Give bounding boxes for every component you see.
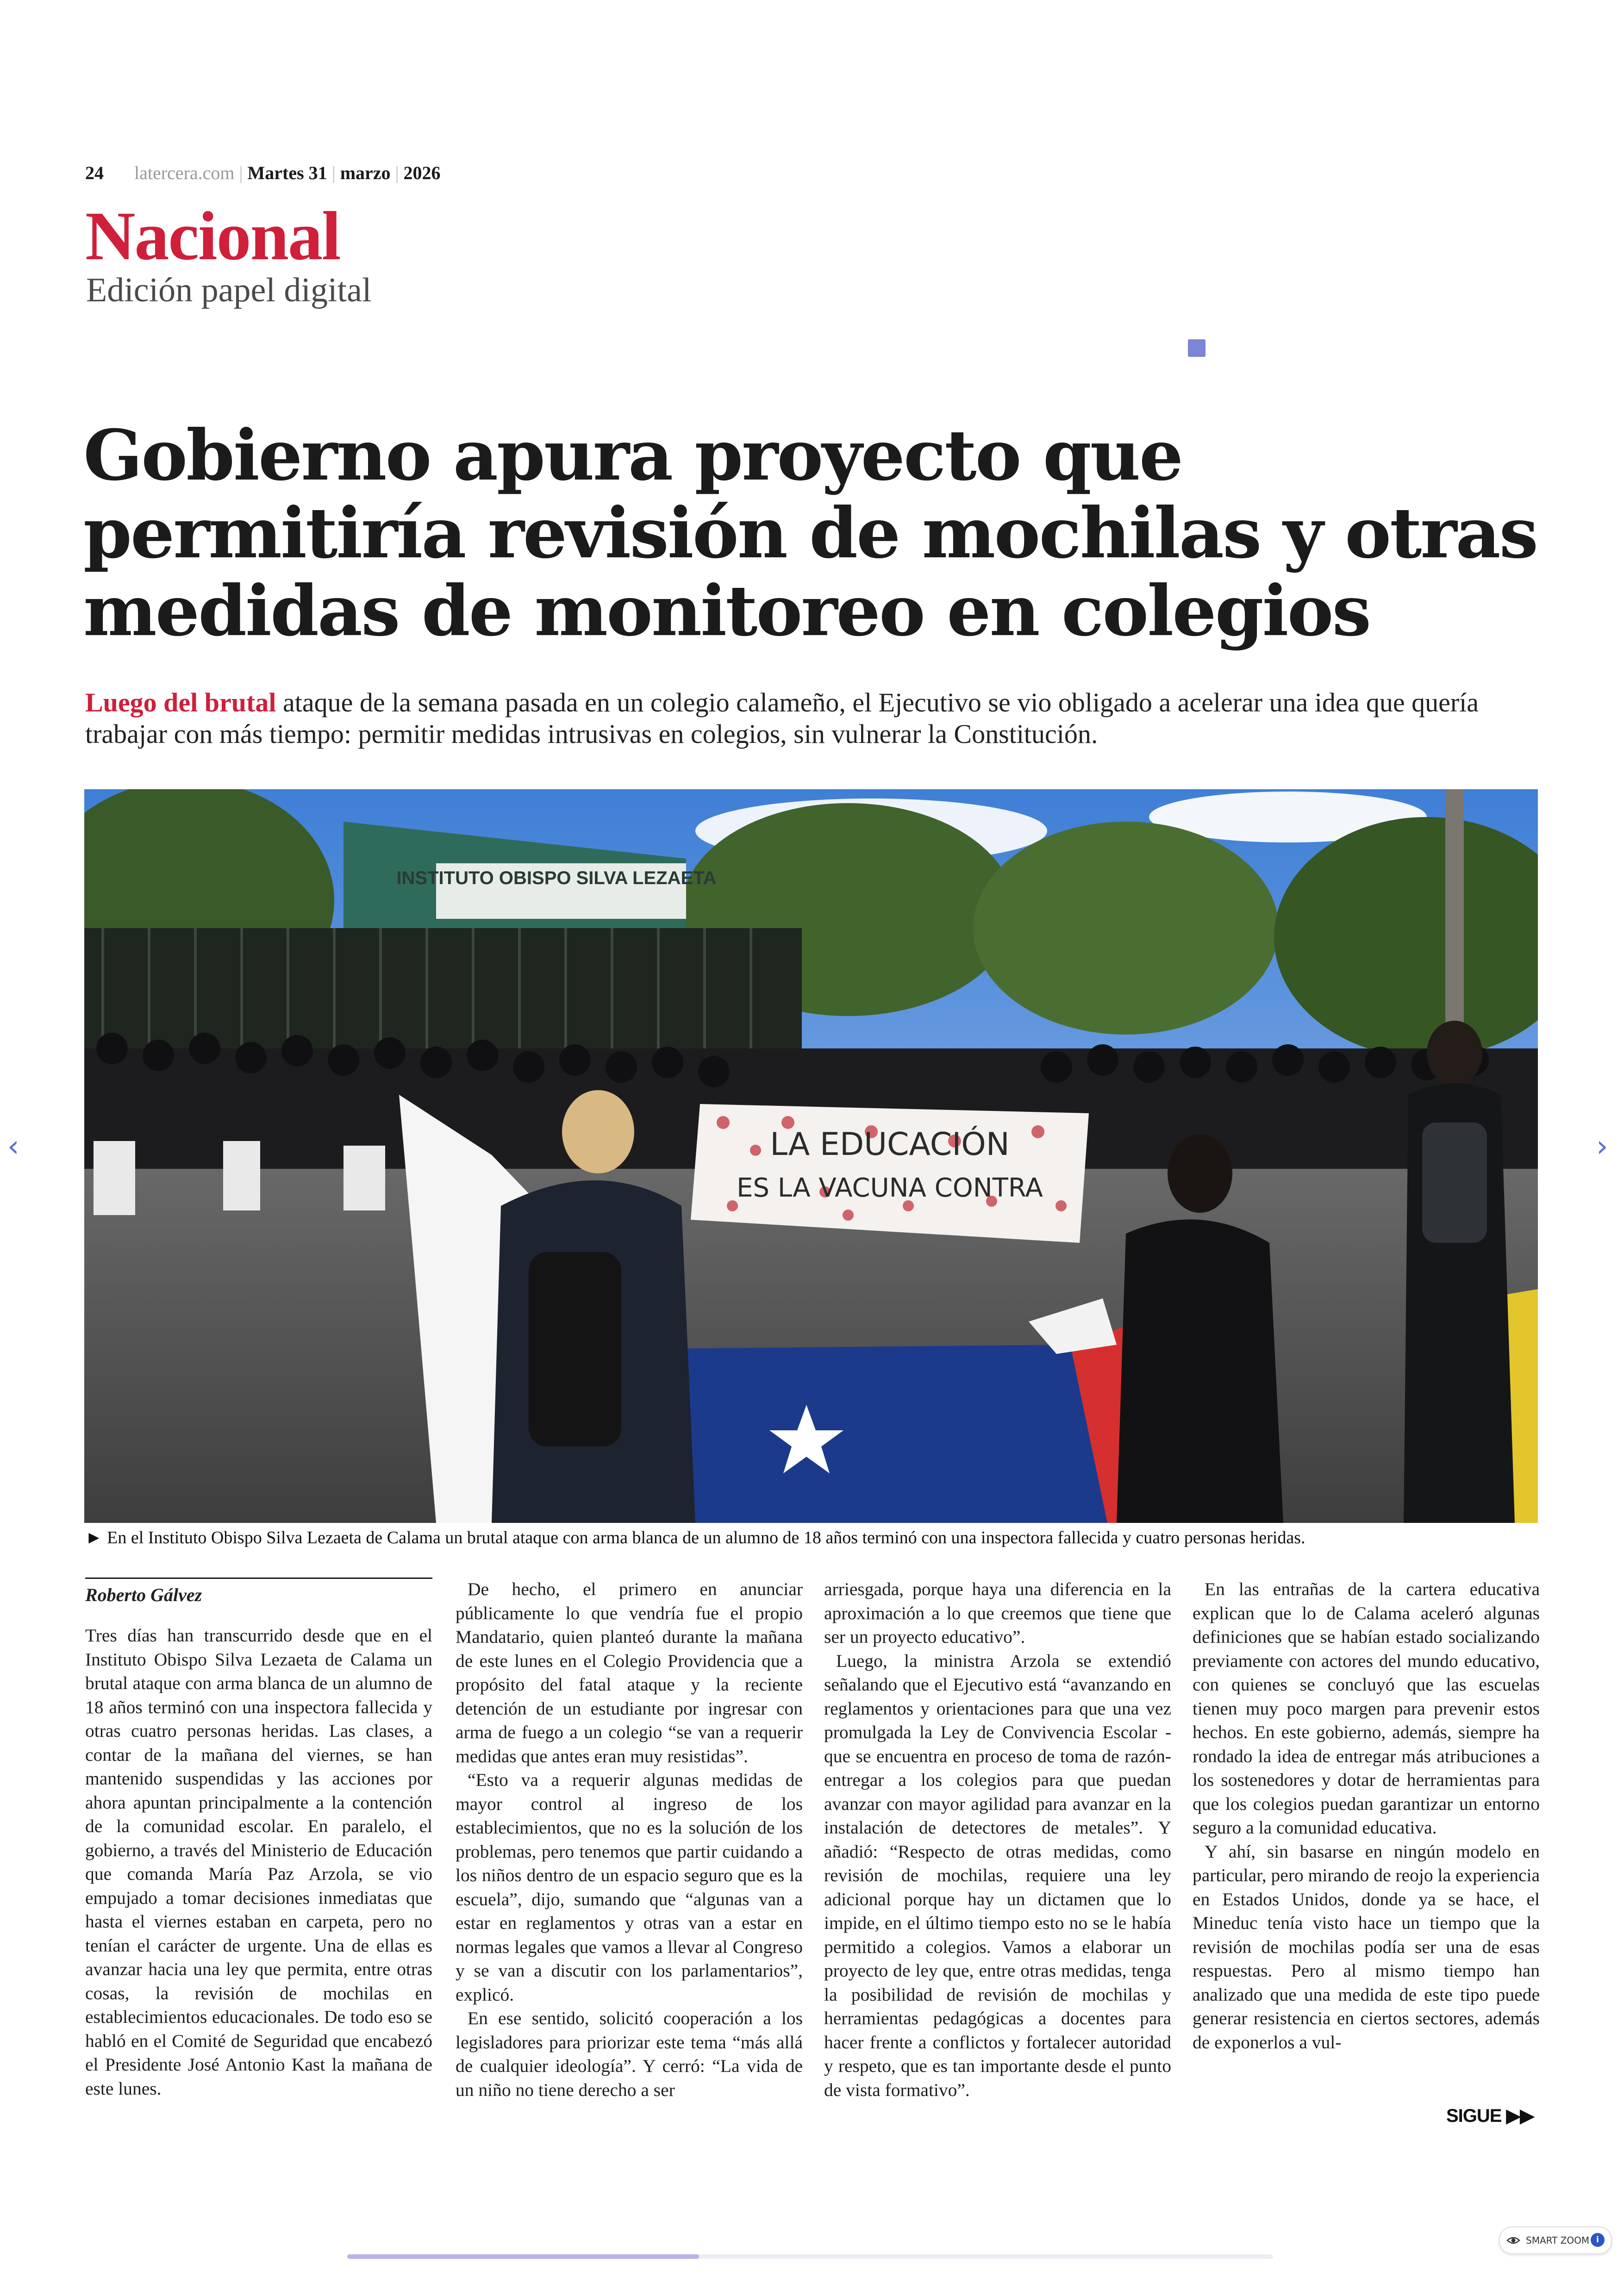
article-lead [85,687,1497,750]
issue-year: 2026 [403,162,441,183]
info-icon: i [1591,2233,1605,2247]
paragraph: En las entrañas de la cartera educativa explican que lo de Calama aceleró algunas definiciones que se habían estado socializando previamente con actores del mundo educativo, con quienes se concluyó que las escuelas tienen muy poco margen para prevenir estos hechos. En este gobierno, además, siempre ha rondado la idea de entregar más atribuciones a los sostenedores y dotar de herramientas para que los colegios puedan garantizar un entorno seguro a la comunidad educativa. [1193,1579,1540,1838]
prev-page-arrow-icon[interactable]: ‹ [7,1129,19,1164]
lead-text: ataque de la semana pasada en un colegio calameño, el Ejecutivo se vio obligado a acelerar una idea que quería trabajar con más tiempo: permitir medidas intrusivas en colegios, sin vulnerar la Constitución. [85,687,1479,749]
section-title: Nacional [85,198,340,274]
byline-rule [85,1578,432,1579]
reading-progress-fill [347,2254,699,2259]
reading-progress-bar[interactable] [347,2254,1273,2259]
smart-zoom-label: SMART ZOOM [1526,2235,1590,2246]
article-column-1 [85,1624,432,2101]
smart-zoom-button[interactable] [1499,2226,1612,2254]
site-name: latercera.com [134,162,235,183]
article-headline: Gobierno apura proyecto que permitiría revisión de mochilas y otras medidas de monitoreo en colegios [83,415,1537,652]
lead-kicker: Luego del brutal [85,687,276,717]
issue-month: marzo [340,162,391,183]
byline: Roberto Gálvez [85,1584,202,1605]
banner-line-2: ES LA VACUNA CONTRA [737,1173,1043,1203]
article-column-3 [824,1578,1171,2102]
next-page-arrow-icon[interactable]: › [1596,1129,1608,1164]
paragraph: Y ahí, sin basarse en ningún modelo en particular, pero mirando de reojo la experiencia en Estados Unidos, donde ya se hace, el Mineduc tenía visto hace un tiempo que la revisión de mochilas podía ser una de esas respuestas. Pero al mismo tiempo han analizado que una medida de este tipo puede generar resistencia en ciertos sectores, además de exponerlos a vul- [1193,1841,1540,2052]
paragraph: arriesgada, porque haya una diferencia en la aproximación a lo que creemos que tiene que ser un proyecto educativo”. [824,1579,1171,1647]
issue-day: Martes 31 [247,162,327,183]
continue-label: SIGUE ▶▶ [1446,2106,1534,2126]
paragraph: Luego, la ministra Arzola se extendió señalando que el Ejecutivo está “avanzando en reglamentos y orientaciones para que una vez promulgada la Ley de Convivencia Escolar -que se encuentra en proceso de toma de razón- entregar a los colegios para que puedan avanzar con mayor agilidad para avanzar en la instalación de detectores de metales”. Y añadió: “Respecto de otras medidas, como revisión de mochilas, requiere una ley adicional porque hay un dictamen que lo impide, en el último tiempo esto no se le había permitido a colegios. Vamos a elaborar un proyecto de ley que, entre otras medidas, tenga la posibilidad de revisión de mochilas y herramientas pedagógicas a docentes para hacer frente a conflictos y fortalecer autoridad y respeto, que es tan importante desde el punto de vista formativo”. [824,1650,1171,2100]
school-sign-text: INSTITUTO OBISPO SILVA LEZAETA [396,868,717,888]
photo-caption: ► En el Instituto Obispo Silva Lezaeta de Calama un brutal ataque con arma blanca de un alumno de 18 años terminó con una inspectora fallecida y cuatro personas heridas. [85,1528,1305,1547]
paragraph: Tres días han transcurrido desde que en el Instituto Obispo Silva Lezaeta de Calama un brutal ataque con arma blanca de un alumno de 18 años terminó con una inspectora fallecida y otras cuatro personas heridas. Las clases, a contar de la mañana del viernes, se han mantenido suspendidas y las acciones por ahora apuntan principalmente a la contención de la comunidad escolar. En paralelo, el gobierno, a través del Ministerio de Educación que comanda María Paz Arzola, se vio empujado a tomar decisiones inmediatas que hasta el viernes estaban en carpeta, pero no tenían el carácter de urgente. Una de ellas es avanzar hacia una ley que permita, entre otras cosas, la revisión de mochilas en establecimientos educacionales. De todo eso se habló en el Comité de Seguridad que encabezó el Presidente José Antonio Kast la mañana de este lunes. [85,1625,432,2099]
bookmark-marker[interactable] [1188,339,1206,357]
folio-line: 24 latercera.com | Martes 31 | marzo | 2026 [85,162,441,183]
eye-icon [1506,2233,1520,2250]
banner-line-1: LA EDUCACIÓN [770,1126,1010,1163]
article-column-2 [456,1578,803,2102]
edition-label: Edición papel digital [86,271,372,309]
page-number: 24 [85,162,104,183]
article-photo [84,789,1538,1523]
paragraph: “Esto va a requerir algunas medidas de mayor control al ingreso de los establecimientos, que no es la solución de los problemas, pero tenemos que partir cuidando a los niños dentro de un espacio seguro que es la escuela”, dijo, sumando que “algunas van a estar en reglamentos y otras van a estar en normas legales que vamos a llevar al Congreso y se van a discutir con los parlamentarios”, explicó. [456,1770,803,2005]
article-column-4 [1193,1578,1540,2054]
paragraph: De hecho, el primero en anunciar públicamente lo que vendría fue el propio Mandatario, quien planteó durante la mañana de este lunes en el Colegio Providencia que a propósito del fatal ataque y la reciente detención de un estudiante por ingresar con arma de fuego a un colegio “se van a requerir medidas que antes eran muy resistidas”. [456,1579,803,1766]
paragraph: En ese sentido, solicitó cooperación a los legisladores para priorizar este tema “más allá de cualquier ideología”. Y cerró: “La vida de un niño no tiene derecho a ser [456,2008,803,2100]
